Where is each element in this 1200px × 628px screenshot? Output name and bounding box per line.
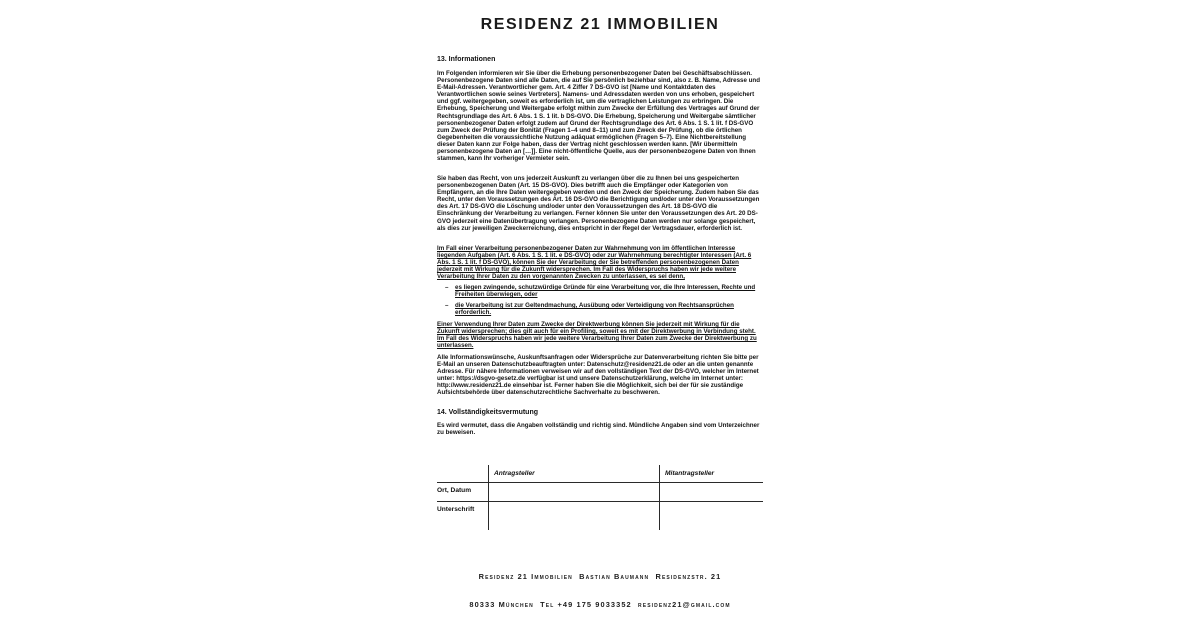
section-13-heading: 13. Informationen: [437, 56, 496, 63]
unterschrift-mitantragsteller-field: [659, 502, 763, 530]
document-content-column: [437, 0, 763, 610]
section-14-paragraph: Es wird vermutet, dass die Angaben vollständig und richtig sind. Mündliche Angaben sind vom Unterzeichner zu beweisen.: [437, 422, 760, 437]
company-logo: RESIDENZ 21 IMMOBILIEN: [480, 16, 720, 33]
ort-datum-antragsteller-field: [488, 483, 659, 502]
section-13-paragraph-direct-marketing: Einer Verwendung Ihrer Daten zum Zwecke der Direktwerbung können Sie jederzeit mit Wirkung für die Zukunft widersprechen; dies gilt auch für ein Profiling, soweit es mit der Direktwerbung in Verbindung steht. Im Fall des Widerspruchs haben wir jede weitere Verarbeitung Ihrer Daten zum Zwecke der Direktwerbung zu unterlassen.: [437, 321, 757, 350]
bullet-dash-icon: –: [445, 284, 449, 291]
unterschrift-antragsteller-field: [488, 502, 659, 530]
row-label-unterschrift: Unterschrift: [437, 506, 475, 513]
ort-datum-mitantragsteller-field: [659, 483, 763, 502]
table-corner-cell: [437, 465, 488, 483]
bullet-item: [437, 302, 763, 316]
objection-bullet-list: [437, 284, 763, 320]
table-header-antragsteller: Antragsteller: [488, 465, 659, 483]
bullet-item: [437, 284, 763, 298]
section-14-heading: 14. Vollständigkeitsvermutung: [437, 409, 539, 416]
section-13-paragraph-contact: Alle Informationswünsche, Auskunftsanfragen oder Widersprüche zur Datenverarbeitung richten Sie bitte per E-Mail an unseren Datenschutzbeauftragten unter: Datenschutz@residenz21.de oder an die unten genannte Adresse. Für nähere Informationen verweisen wir auf den vollständigen Text der DS-GVO, welcher im Internet unter: https://dsgvo-gesetz.de verfügbar ist und unsere Datenschutzerklärung, welche im Internet unter: http://www.residenz21.de einsehbar ist. Ferner haben Sie die Möglichkeit, sich bei der für sie zuständige Aufsichtsbehörde über datenschutzrechtliche Sachverhalte zu beschweren.: [437, 354, 759, 397]
section-13-paragraph-rights: Sie haben das Recht, von uns jederzeit Auskunft zu verlangen über die zu Ihnen bei uns gespeicherten personenbezogenen Daten (Art. 15 DS-GVO). Dies betrifft auch die Empfänger oder Kategorien von Empfängern, an die Ihre Daten weitergegeben werden und den Zweck der Speicherung. Zudem haben Sie das Recht, unter den Voraussetzungen des Art. 16 DS-GVO die Berichtigung und/oder unter den Voraussetzungen des Art. 17 DS-GVO die Löschung und/oder unter den Voraussetzungen des Art. 18 DS-GVO die Einschränkung der Verarbeitung zu verlangen. Ferner können Sie unter den Voraussetzungen des Art. 20 DS-GVO jederzeit eine Datenübertragung verlangen. Personenbezogene Daten werden nur solange gespeichert, als dies zur jeweiligen Zweckerreichung, dies entspricht in der Regel der Vertragsdauer, erforderlich ist.: [437, 175, 760, 232]
signature-table: [437, 465, 763, 530]
section-13-paragraph-intro: Im Folgenden informieren wir Sie über die Erhebung personenbezogener Daten bei Geschäftsabschlüssen. Personenbezogene Daten sind alle Daten, die auf Sie persönlich beziehbar sind, also z. B. Name, Adresse und E-Mail-Adressen. Verantwortlicher gem. Art. 4 Ziffer 7 DS-GVO ist [Name und Kontaktdaten des Verantwortlichen sowie seines Vertreters]. Namens- und Adressdaten werden von uns erhoben, gespeichert und ggf. weitergegeben, soweit es erforderlich ist, um die vertraglichen Leistungen zu erbringen. Die Erhebung, Speicherung und Weitergabe erfolgt mithin zum Zwecke der Erfüllung des Vertrages auf Grund der Rechtsgrundlage des Art. 6 Abs. 1 S. 1 lit. b DS-GVO. Die Erhebung, Speicherung und Weitergabe sämtlicher personenbezogener Daten erfolgt zudem auf Grund der Rechtsgrundlage des Art. 6 Abs. 1 S. 1 lit. f DS-GVO zum Zweck der Prüfung der Bonität (Fragen 1–4 und 8–11) und zum Zweck der Prüfung, ob die örtlichen Gegebenheiten die voraussichtliche Nutzung adäquat ermöglichen (Fragen 5–7). Eine Nichtbereitstellung dieser Daten kann zur Folge haben, dass der Vertrag nicht geschlossen werden kann. [Wir übermitteln personenbezogene Daten an […]]. Eine nicht-öffentliche Quelle, aus der personenbezogene Daten von Ihnen stammen, kann Ihr vorheriger Vermieter sein.: [437, 70, 760, 163]
bullet-text: es liegen zwingende, schutzwürdige Gründe für eine Verarbeitung vor, die Ihre Interessen, Rechte und Freiheiten überwiegen, oder: [455, 284, 756, 299]
footer-line-1: Residenz 21 Immobilien Bastian Baumann Residenzstr. 21: [478, 571, 722, 581]
footer-line-2: 80333 München Tel +49 175 9033352 residenz21@gmail.com: [469, 600, 731, 610]
table-header-mitantragsteller: Mitantragsteller: [659, 465, 763, 483]
letterhead-footer: [437, 553, 763, 628]
bullet-text: die Verarbeitung ist zur Geltendmachung, Ausübung oder Verteidigung von Rechtsansprüchen erforderlich.: [455, 302, 734, 317]
section-13-paragraph-objection: Im Fall einer Verarbeitung personenbezogener Daten zur Wahrnehmung von im öffentlichen Interesse liegenden Aufgaben (Art. 6 Abs. 1 S. 1 lit. e DS-GVO) oder zur Wahrnehmung berechtigter Interessen (Art. 6 Abs. 1 S. 1 lit. f DS-GVO), können Sie der Verarbeitung der Sie betreffenden personenbezogenen Daten jederzeit mit Wirkung für die Zukunft widersprechen. Im Fall des Widerspruchs haben wir jede weitere Verarbeitung Ihrer Daten zu den vorgenannten Zwecken zu unterlassen, es sei denn,: [437, 245, 752, 281]
row-label-ort-datum: Ort, Datum: [437, 483, 488, 502]
bullet-dash-icon: –: [445, 302, 449, 310]
